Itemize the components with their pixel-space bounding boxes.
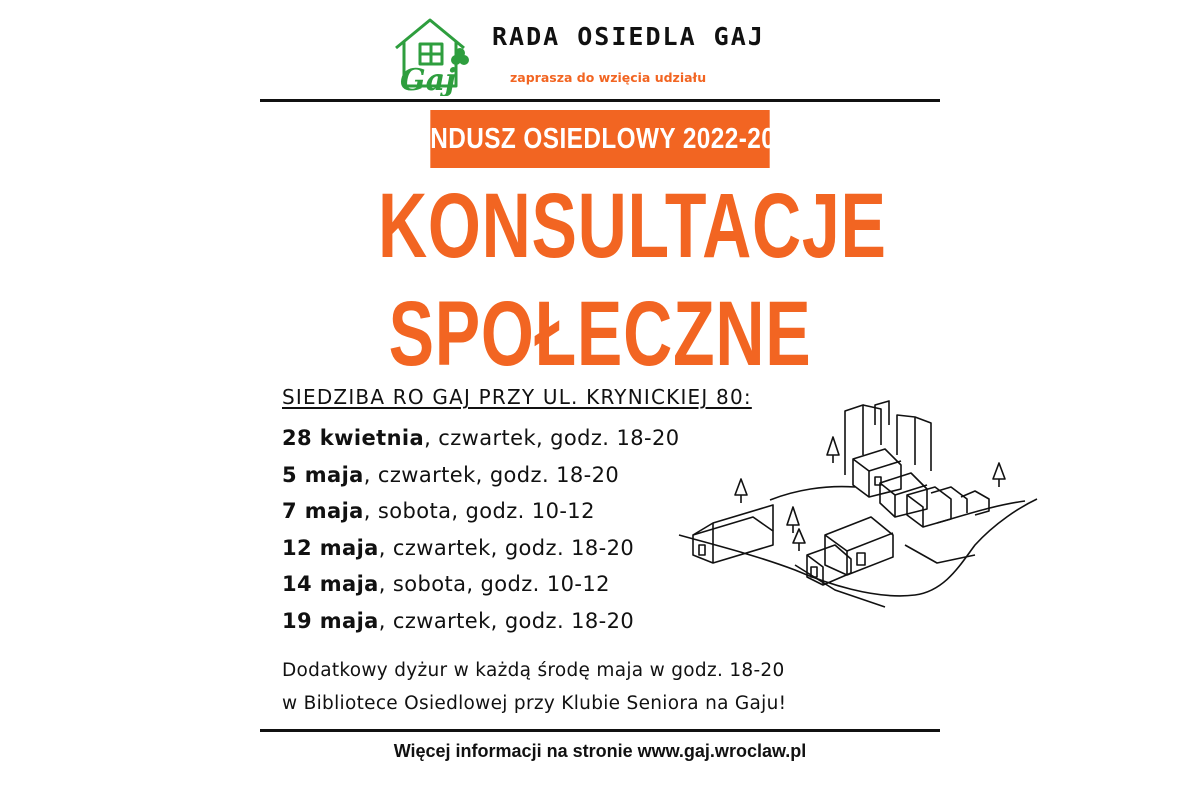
date-day: 12 maja: [282, 535, 379, 560]
footer-info: Więcej informacji na stronie www.gaj.wroclaw.pl: [393, 741, 807, 761]
date-item: [282, 603, 679, 640]
org-name: RADA OSIEDLA GAJ: [492, 22, 765, 51]
date-item: [282, 530, 679, 567]
date-day: 14 maja: [282, 572, 379, 596]
headline-line2: SPOŁECZNE: [388, 283, 812, 385]
date-item: [282, 493, 679, 530]
date-details: , sobota, godz. 10-12: [378, 572, 610, 596]
fund-banner: FUNDUSZ OSIEDLOWY 2022-2023: [430, 110, 769, 168]
date-item: [282, 566, 679, 603]
extra-line2: w Bibliotece Osiedlowej przy Klubie Seniora na Gaju!: [282, 693, 787, 714]
date-day: 19 maja: [282, 608, 379, 633]
date-day: 7 maja: [282, 499, 364, 523]
extra-line1: Dodatkowy dyżur w każdą środę maja w godz. 18-20: [282, 660, 785, 681]
venue-heading: SIEDZIBA RO GAJ PRZY UL. KRYNICKIEJ 80:: [282, 385, 752, 409]
neighborhood-houses-illustration-icon: [675, 395, 1040, 610]
date-details: , czwartek, godz. 18-20: [424, 426, 680, 450]
bottom-divider: [260, 729, 940, 732]
headline-line1: KONSULTACJE: [378, 175, 887, 277]
extra-duty-note: [282, 654, 786, 720]
date-day: 5 maja: [282, 462, 364, 487]
date-details: , czwartek, godz. 18-20: [378, 535, 635, 560]
date-day: 28 kwietnia: [282, 426, 425, 450]
invite-text: zaprasza do wzięcia udziału: [510, 70, 707, 85]
logo-text: Gaj: [400, 63, 456, 96]
top-divider: [260, 99, 940, 102]
date-item: [282, 457, 679, 494]
date-details: , czwartek, godz. 18-20: [363, 462, 620, 487]
dates-list: [282, 420, 679, 639]
date-details: , sobota, godz. 10-12: [363, 499, 595, 523]
date-details: , czwartek, godz. 18-20: [378, 608, 635, 633]
gaj-logo-icon: [390, 14, 472, 96]
date-item: [282, 420, 679, 457]
